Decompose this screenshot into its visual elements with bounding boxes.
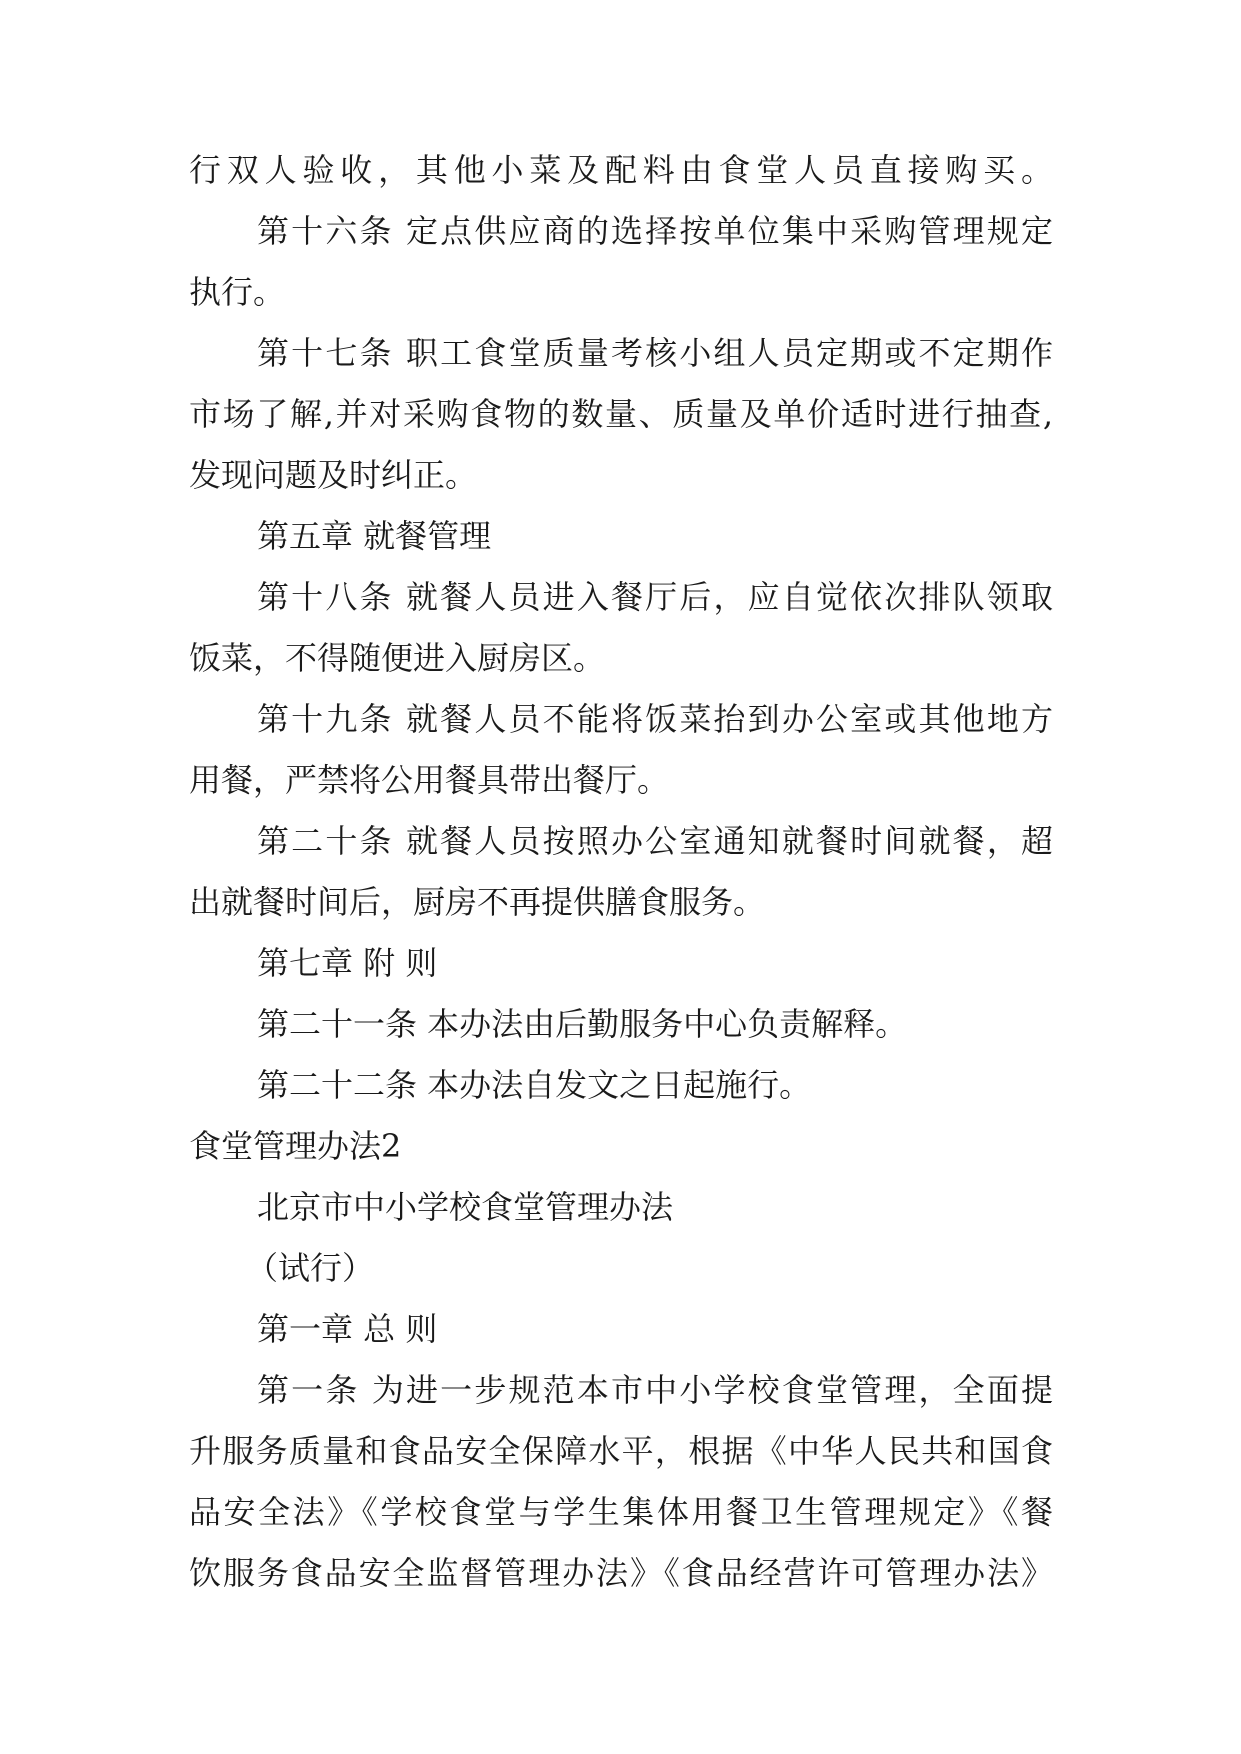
text-line: 升服务质量和食品安全保障水平，根据《中华人民共和国食 (189, 1432, 1053, 1470)
text-line: 市场了解,并对采购食物的数量、质量及单价适时进行抽查, (189, 395, 1053, 433)
chapter-heading: 第五章 就餐管理 (257, 517, 492, 555)
text-line: 行双人验收，其他小菜及配料由食堂人员直接购买。 (189, 151, 1053, 189)
text-line: 第十九条 就餐人员不能将饭菜抬到办公室或其他地方 (257, 700, 1053, 738)
text-line: 执行。 (189, 273, 286, 311)
text-line: 第十七条 职工食堂质量考核小组人员定期或不定期作 (257, 334, 1053, 372)
text-line: 第二十二条 本办法自发文之日起施行。 (257, 1066, 812, 1104)
chapter-heading: 第七章 附 则 (257, 944, 438, 982)
text-line: 出就餐时间后，厨房不再提供膳食服务。 (189, 883, 766, 921)
document-subtitle: （试行） (246, 1249, 375, 1287)
text-line: 第二十一条 本办法由后勤服务中心负责解释。 (257, 1005, 908, 1043)
text-line: 饭菜，不得随便进入厨房区。 (189, 639, 606, 677)
chapter-heading: 第一章 总 则 (257, 1310, 438, 1348)
text-line: 第十六条 定点供应商的选择按单位集中采购管理规定 (257, 212, 1053, 250)
text-line: 发现问题及时纠正。 (189, 456, 478, 494)
text-line: 第十八条 就餐人员进入餐厅后，应自觉依次排队领取 (257, 578, 1053, 616)
document-title: 北京市中小学校食堂管理办法 (257, 1188, 674, 1226)
text-line: 品安全法》《学校食堂与学生集体用餐卫生管理规定》《餐 (189, 1493, 1053, 1531)
text-line: 用餐，严禁将公用餐具带出餐厅。 (189, 761, 670, 799)
text-line: 第二十条 就餐人员按照办公室通知就餐时间就餐，超 (257, 822, 1053, 860)
text-line: 第一条 为进一步规范本市中小学校食堂管理，全面提 (257, 1371, 1053, 1409)
section-title: 食堂管理办法2 (189, 1127, 402, 1165)
text-line: 饮服务食品安全监督管理办法》《食品经营许可管理办法》 (189, 1554, 1053, 1592)
